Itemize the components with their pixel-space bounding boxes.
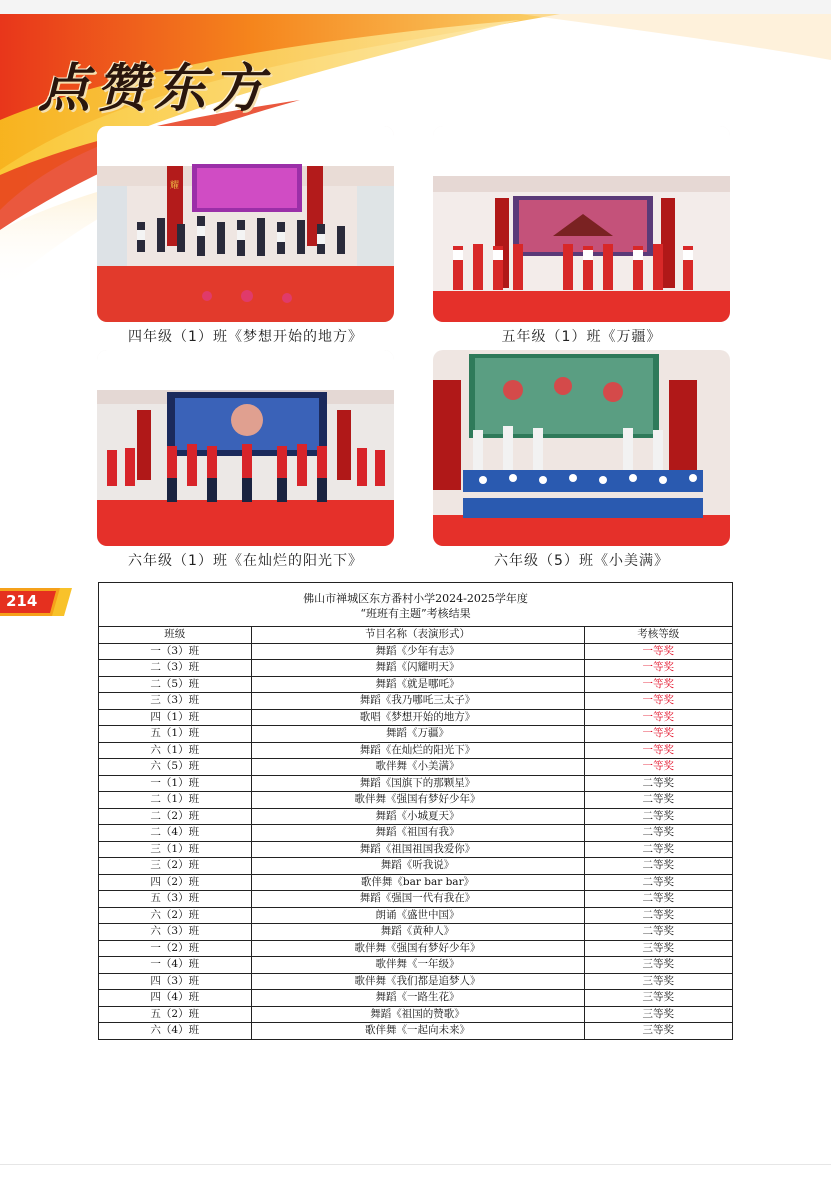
table-row: [99, 643, 732, 660]
photo-caption: 六年级（1）班《在灿烂的阳光下》: [128, 553, 363, 569]
program-cell: 舞蹈《我乃哪吒三太子》: [251, 693, 584, 710]
grade-cell: 一等奖: [584, 643, 732, 660]
table-row: [99, 973, 732, 990]
class-cell: 二（2）班: [99, 808, 251, 825]
table-row: [99, 709, 732, 726]
program-cell: 舞蹈《小城夏天》: [251, 808, 584, 825]
table-body: [99, 643, 732, 1039]
grade-cell: 二等奖: [584, 825, 732, 842]
table-row: [99, 759, 732, 776]
table-row: [99, 957, 732, 974]
class-cell: 二（4）班: [99, 825, 251, 842]
class-cell: 一（1）班: [99, 775, 251, 792]
program-cell: 歌伴舞《小美满》: [251, 759, 584, 776]
class-cell: 三（2）班: [99, 858, 251, 875]
grade-cell: 三等奖: [584, 1006, 732, 1023]
program-cell: 朗诵《盛世中国》: [251, 907, 584, 924]
photo-caption: 六年级（5）班《小美满》: [494, 553, 669, 569]
table-row: [99, 874, 732, 891]
class-cell: 六（4）班: [99, 1023, 251, 1039]
grade-cell: 一等奖: [584, 726, 732, 743]
class-cell: 五（2）班: [99, 1006, 251, 1023]
program-cell: 舞蹈《一路生花》: [251, 990, 584, 1007]
footer-divider: [0, 1164, 831, 1165]
grade-cell: 一等奖: [584, 660, 732, 677]
program-cell: 歌伴舞《强国有梦好少年》: [251, 940, 584, 957]
grade-cell: 二等奖: [584, 775, 732, 792]
photo-grade6-class5: [433, 350, 730, 546]
grade-cell: 三等奖: [584, 973, 732, 990]
photo-caption: 四年级（1）班《梦想开始的地方》: [128, 329, 363, 345]
grade-cell: 三等奖: [584, 940, 732, 957]
results-grid: [99, 627, 732, 1039]
table-row: [99, 1006, 732, 1023]
table-row: [99, 693, 732, 710]
grade-cell: 一等奖: [584, 759, 732, 776]
grade-cell: 三等奖: [584, 990, 732, 1007]
photo-grade5-class1: [433, 126, 730, 322]
program-cell: 歌唱《梦想开始的地方》: [251, 709, 584, 726]
program-cell: 歌伴舞《一起向未来》: [251, 1023, 584, 1039]
program-cell: 舞蹈《万疆》: [251, 726, 584, 743]
table-row: [99, 1023, 732, 1039]
class-cell: 四（4）班: [99, 990, 251, 1007]
table-row: [99, 792, 732, 809]
table-row: [99, 825, 732, 842]
header-title: 点赞东方: [38, 58, 271, 119]
class-cell: 二（3）班: [99, 660, 251, 677]
table-row: [99, 726, 732, 743]
column-header-class: 班级: [99, 627, 251, 643]
table-row: [99, 676, 732, 693]
photo-grade6-class1: [97, 350, 394, 546]
program-cell: 舞蹈《少年有志》: [251, 643, 584, 660]
class-cell: 六（2）班: [99, 907, 251, 924]
class-cell: 三（1）班: [99, 841, 251, 858]
page-number: 214: [6, 592, 38, 610]
program-cell: 歌伴舞《我们都是追梦人》: [251, 973, 584, 990]
grade-cell: 一等奖: [584, 693, 732, 710]
column-header-program: 节目名称（表演形式）: [251, 627, 584, 643]
table-row: [99, 775, 732, 792]
class-cell: 一（4）班: [99, 957, 251, 974]
class-cell: 六（5）班: [99, 759, 251, 776]
table-title-line1: 佛山市禅城区东方番村小学2024-2025学年度: [303, 592, 528, 605]
grade-cell: 二等奖: [584, 841, 732, 858]
grade-cell: 二等奖: [584, 858, 732, 875]
photo-caption: 五年级（1）班《万疆》: [501, 329, 662, 345]
table-row: [99, 808, 732, 825]
program-cell: 舞蹈《黄种人》: [251, 924, 584, 941]
program-cell: 舞蹈《在灿烂的阳光下》: [251, 742, 584, 759]
grade-cell: 一等奖: [584, 742, 732, 759]
program-cell: 舞蹈《国旗下的那颗星》: [251, 775, 584, 792]
table-title-line2: “班班有主题”考核结果: [360, 607, 471, 620]
photo-grade4-class1: [97, 126, 394, 322]
grade-cell: 三等奖: [584, 957, 732, 974]
svg-text:耀: 耀: [170, 181, 180, 191]
grade-cell: 二等奖: [584, 907, 732, 924]
program-cell: 舞蹈《听我说》: [251, 858, 584, 875]
program-cell: 舞蹈《祖国祖国我爱你》: [251, 841, 584, 858]
table-row: [99, 907, 732, 924]
class-cell: 六（3）班: [99, 924, 251, 941]
class-cell: 五（1）班: [99, 726, 251, 743]
program-cell: 舞蹈《祖国的赞歌》: [251, 1006, 584, 1023]
class-cell: 六（1）班: [99, 742, 251, 759]
grade-cell: 二等奖: [584, 891, 732, 908]
column-header-grade: 考核等级: [584, 627, 732, 643]
class-cell: 一（2）班: [99, 940, 251, 957]
program-cell: 歌伴舞《强国有梦好少年》: [251, 792, 584, 809]
grade-cell: 一等奖: [584, 676, 732, 693]
table-row: [99, 891, 732, 908]
table-row: [99, 940, 732, 957]
grade-cell: 二等奖: [584, 874, 732, 891]
table-row: [99, 858, 732, 875]
class-cell: 三（3）班: [99, 693, 251, 710]
table-row: [99, 990, 732, 1007]
table-row: [99, 841, 732, 858]
class-cell: 四（3）班: [99, 973, 251, 990]
class-cell: 一（3）班: [99, 643, 251, 660]
table-header-row: [99, 627, 732, 643]
grade-cell: 二等奖: [584, 808, 732, 825]
results-table: [98, 582, 733, 1040]
grade-cell: 二等奖: [584, 792, 732, 809]
class-cell: 五（3）班: [99, 891, 251, 908]
grade-cell: 一等奖: [584, 709, 732, 726]
class-cell: 四（1）班: [99, 709, 251, 726]
program-cell: 舞蹈《闪耀明天》: [251, 660, 584, 677]
grade-cell: 二等奖: [584, 924, 732, 941]
class-cell: 四（2）班: [99, 874, 251, 891]
grade-cell: 三等奖: [584, 1023, 732, 1039]
class-cell: 二（1）班: [99, 792, 251, 809]
program-cell: 歌伴舞《bar bar bar》: [251, 874, 584, 891]
program-cell: 舞蹈《就是哪吒》: [251, 676, 584, 693]
program-cell: 舞蹈《祖国有我》: [251, 825, 584, 842]
program-cell: 舞蹈《强国一代有我在》: [251, 891, 584, 908]
table-row: [99, 742, 732, 759]
class-cell: 二（5）班: [99, 676, 251, 693]
program-cell: 歌伴舞《一年级》: [251, 957, 584, 974]
table-title: [99, 583, 732, 627]
table-row: [99, 924, 732, 941]
table-row: [99, 660, 732, 677]
